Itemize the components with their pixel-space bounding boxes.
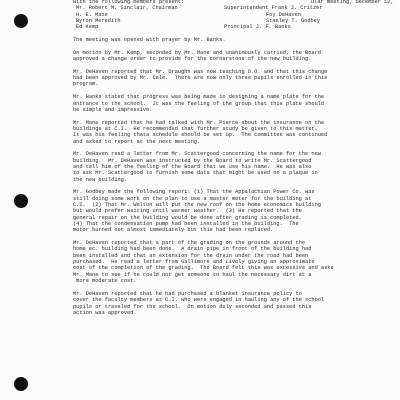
intro-line: with the following members present: ular meeting, December 12, (73, 0, 394, 5)
binder-hole (14, 377, 28, 391)
text-line: general repair on the building would be done after grading is completed. (73, 214, 302, 221)
text-line: approved a change order to provide for the cornerstone of the new building. (73, 56, 312, 63)
member-name: Principal J. F. Banks (224, 24, 291, 31)
text-line: Mr. Godbey made the following report: (1) That the Appalachian Power Co. was (73, 189, 315, 196)
minutes-paragraph (73, 120, 391, 145)
text-line: Mr. DeHaven reported that Mr. Draughn was now teaching D.O. and that this change (73, 68, 328, 75)
minutes-paragraph (73, 151, 391, 183)
text-line: motor burned out almost immediately but this had been replaced. (73, 227, 274, 234)
text-line: buildings at C.I. He recommended that further study be given to this matter. (73, 125, 318, 132)
members-list (73, 5, 391, 30)
text-line: but would prefer waiting until warmer weather. (3) He reported that the (73, 208, 302, 215)
text-line: On motion by Mr. Kemp, seconded by Mr. Mane and unanimously carried, the Board (73, 49, 321, 56)
text-line: had been approved by Mr. Cale. There are now only three pupils enrolled in this (73, 75, 328, 82)
text-line: to ask Mr. Scattergood to furnish some data that might be used on a plaque in (73, 170, 318, 177)
minutes-paragraph (73, 189, 391, 233)
text-line: cover the faculty members at C.I. who were engaged in hauling any of the school (73, 297, 325, 304)
text-line: pupils or traveled for the school. On motion duly seconded and passed this (73, 303, 312, 310)
text-line: home ec. building had been done. A drain pipe in front of the building had (73, 246, 312, 253)
member-name: Stanley T. Godbey (266, 18, 321, 25)
text-line: Mr. Mane reported that he had talked with Mr. Pierce about the insurance on the (73, 119, 325, 126)
text-line: It was his feeling thata schedule should be set up. The committee was continued (73, 132, 328, 139)
text-line: been installed and that an extension for the drain under the road had been (73, 252, 309, 259)
member-name: Ed Kemp (76, 24, 99, 31)
text-line: building. Mr. DeHaven was instructed by the Board to write Mr. Scattergood (73, 157, 312, 164)
minutes-paragraph (73, 291, 391, 316)
text-line: and asked to report at the next meeting. (73, 138, 201, 145)
text-line: Mr. DeHaven reported that a part of the grading on the grounds around the (73, 240, 306, 247)
minutes-paragraph (73, 69, 391, 88)
member-name: Superintendent Frank J. Critzer (224, 5, 323, 12)
text-line: cost of the completion of the grading. The Board felt this was excessive and aske (73, 265, 334, 272)
minutes-paragraph (73, 240, 391, 284)
members-right-column (224, 5, 323, 30)
text-line: purchased. He read a letter from Gallimore and Lively giving an approximate (73, 259, 315, 266)
text-line: Mr. DeHaven read a letter from Mr. Scattergood concerning the name for the new (73, 151, 321, 158)
minutes-paragraph (73, 94, 391, 113)
member-name: H. E. Mane (76, 11, 108, 18)
meeting-minutes-text (73, 0, 394, 316)
text-line: be simple and impressive. (73, 106, 153, 113)
members-left-column (76, 5, 178, 30)
member-name: Byron Meredith (76, 18, 121, 25)
text-line: Mr. DeHaven reported that he had purchased a blanket insurance policy to (73, 290, 302, 297)
member-name: Foy DeHaven (266, 11, 301, 18)
minutes-body (73, 31, 391, 316)
text-line: action was approved. (73, 309, 137, 316)
text-line: the new building. (73, 176, 128, 183)
text-line: program. (73, 81, 99, 88)
text-line: (4) That the condensation pump had been installed in the building. The (73, 221, 299, 228)
minutes-paragraph (73, 50, 391, 63)
text-line: still doing some work on the plan to use a master meter for the building at (73, 195, 312, 202)
text-line: entrance to the school. It was the feeling of the group that this plate should (73, 100, 325, 107)
binder-hole (14, 194, 28, 208)
member-name: Mr. Robert M. Sinclair, Chairman (76, 5, 178, 12)
text-line: C.I. (2) That Mr. Walton will put the new roof on the home economics building (73, 202, 321, 209)
text-line: Mr. Banks stated that progress was being made in designing a name plate for the (73, 94, 325, 101)
binder-hole (14, 14, 28, 28)
text-line: and tell him of the feeling of the Board that we use his name. He was also (73, 163, 312, 170)
text-line: Mr. Mane to see if he could not get someone to haul the necessary dirt at a (73, 271, 312, 278)
text-line: more moderate cost. (73, 278, 137, 285)
text-line: The meeting was opened with prayer by Mr. Banks. (73, 37, 226, 44)
